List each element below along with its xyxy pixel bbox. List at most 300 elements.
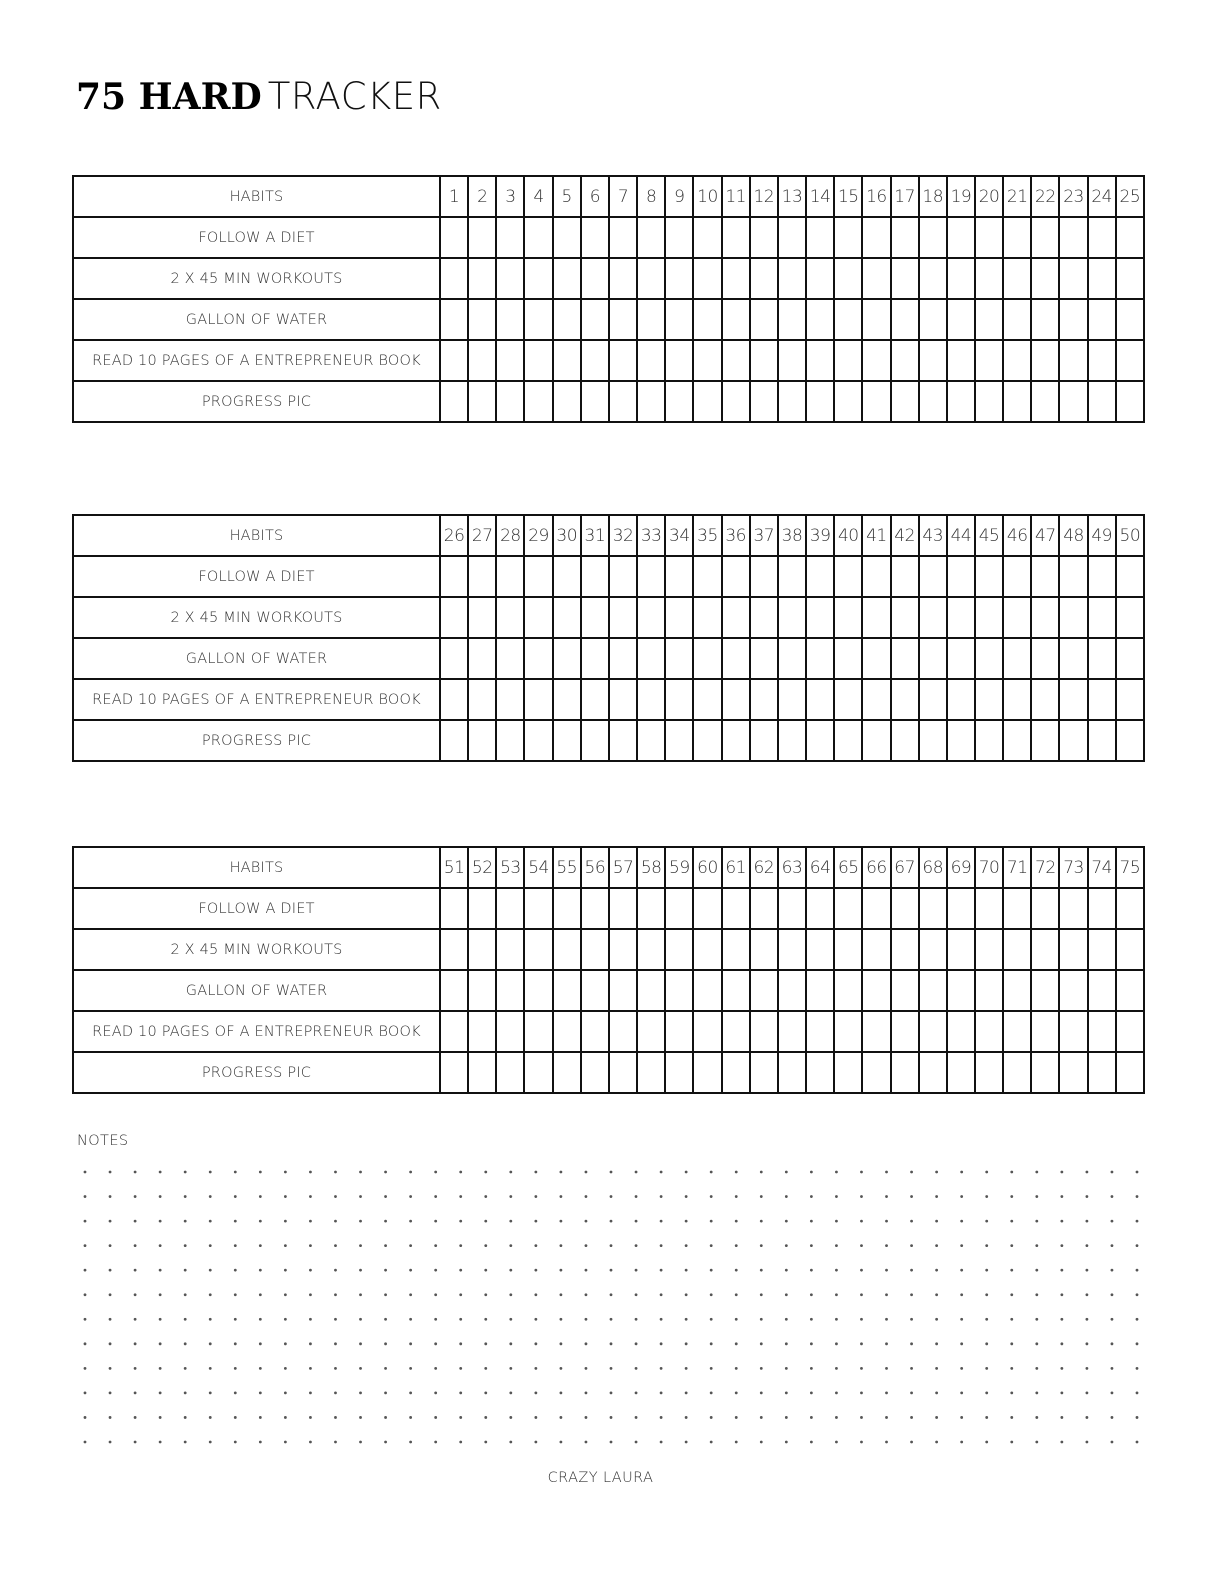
habit-checkbox-cell[interactable] (975, 638, 1003, 679)
habit-checkbox-cell[interactable] (637, 929, 665, 970)
habit-checkbox-cell[interactable] (1116, 556, 1144, 597)
habit-checkbox-cell[interactable] (553, 340, 581, 381)
habit-checkbox-cell[interactable] (693, 381, 721, 422)
habit-checkbox-cell[interactable] (1031, 679, 1059, 720)
habit-checkbox-cell[interactable] (891, 1011, 919, 1052)
habit-checkbox-cell[interactable] (919, 638, 947, 679)
habit-checkbox-cell[interactable] (834, 1052, 862, 1093)
habit-checkbox-cell[interactable] (693, 1011, 721, 1052)
habit-checkbox-cell[interactable] (947, 929, 975, 970)
habit-checkbox-cell[interactable] (609, 340, 637, 381)
habit-checkbox-cell[interactable] (1116, 381, 1144, 422)
habit-checkbox-cell[interactable] (806, 888, 834, 929)
habit-checkbox-cell[interactable] (581, 888, 609, 929)
habit-checkbox-cell[interactable] (750, 1052, 778, 1093)
habit-checkbox-cell[interactable] (891, 597, 919, 638)
habit-checkbox-cell[interactable] (947, 679, 975, 720)
habit-checkbox-cell[interactable] (834, 1011, 862, 1052)
habit-checkbox-cell[interactable] (496, 340, 524, 381)
habit-checkbox-cell[interactable] (496, 888, 524, 929)
habit-checkbox-cell[interactable] (1003, 929, 1031, 970)
habit-checkbox-cell[interactable] (947, 299, 975, 340)
habit-checkbox-cell[interactable] (440, 888, 468, 929)
habit-checkbox-cell[interactable] (524, 970, 552, 1011)
habit-checkbox-cell[interactable] (1059, 299, 1087, 340)
habit-checkbox-cell[interactable] (862, 679, 890, 720)
habit-checkbox-cell[interactable] (947, 258, 975, 299)
habit-checkbox-cell[interactable] (665, 597, 693, 638)
habit-checkbox-cell[interactable] (609, 556, 637, 597)
habit-checkbox-cell[interactable] (806, 299, 834, 340)
habit-checkbox-cell[interactable] (806, 929, 834, 970)
habit-checkbox-cell[interactable] (891, 679, 919, 720)
habit-checkbox-cell[interactable] (665, 1052, 693, 1093)
habit-checkbox-cell[interactable] (524, 679, 552, 720)
habit-checkbox-cell[interactable] (975, 556, 1003, 597)
habit-checkbox-cell[interactable] (1116, 679, 1144, 720)
habit-checkbox-cell[interactable] (1088, 1011, 1116, 1052)
habit-checkbox-cell[interactable] (1031, 888, 1059, 929)
habit-checkbox-cell[interactable] (524, 340, 552, 381)
habit-checkbox-cell[interactable] (975, 1052, 1003, 1093)
habit-checkbox-cell[interactable] (919, 258, 947, 299)
habit-checkbox-cell[interactable] (1059, 929, 1087, 970)
habit-checkbox-cell[interactable] (496, 258, 524, 299)
habit-checkbox-cell[interactable] (524, 720, 552, 761)
habit-checkbox-cell[interactable] (1059, 258, 1087, 299)
habit-checkbox-cell[interactable] (1003, 299, 1031, 340)
habit-checkbox-cell[interactable] (665, 381, 693, 422)
habit-checkbox-cell[interactable] (1031, 1052, 1059, 1093)
habit-checkbox-cell[interactable] (806, 340, 834, 381)
habit-checkbox-cell[interactable] (750, 299, 778, 340)
habit-checkbox-cell[interactable] (1003, 597, 1031, 638)
habit-checkbox-cell[interactable] (975, 258, 1003, 299)
habit-checkbox-cell[interactable] (862, 970, 890, 1011)
habit-checkbox-cell[interactable] (637, 258, 665, 299)
habit-checkbox-cell[interactable] (947, 556, 975, 597)
habit-checkbox-cell[interactable] (496, 679, 524, 720)
habit-checkbox-cell[interactable] (750, 1011, 778, 1052)
habit-checkbox-cell[interactable] (553, 929, 581, 970)
habit-checkbox-cell[interactable] (947, 340, 975, 381)
habit-checkbox-cell[interactable] (891, 217, 919, 258)
habit-checkbox-cell[interactable] (722, 217, 750, 258)
habit-checkbox-cell[interactable] (1059, 340, 1087, 381)
habit-checkbox-cell[interactable] (440, 970, 468, 1011)
habit-checkbox-cell[interactable] (440, 720, 468, 761)
habit-checkbox-cell[interactable] (581, 679, 609, 720)
notes-dot-grid[interactable] (78, 1162, 1144, 1452)
habit-checkbox-cell[interactable] (440, 340, 468, 381)
habit-checkbox-cell[interactable] (1031, 638, 1059, 679)
habit-checkbox-cell[interactable] (778, 720, 806, 761)
habit-checkbox-cell[interactable] (806, 679, 834, 720)
habit-checkbox-cell[interactable] (468, 970, 496, 1011)
habit-checkbox-cell[interactable] (553, 258, 581, 299)
habit-checkbox-cell[interactable] (891, 1052, 919, 1093)
habit-checkbox-cell[interactable] (722, 556, 750, 597)
habit-checkbox-cell[interactable] (665, 299, 693, 340)
habit-checkbox-cell[interactable] (553, 1011, 581, 1052)
habit-checkbox-cell[interactable] (637, 597, 665, 638)
habit-checkbox-cell[interactable] (919, 679, 947, 720)
habit-checkbox-cell[interactable] (693, 597, 721, 638)
habit-checkbox-cell[interactable] (891, 258, 919, 299)
habit-checkbox-cell[interactable] (722, 381, 750, 422)
habit-checkbox-cell[interactable] (834, 340, 862, 381)
habit-checkbox-cell[interactable] (693, 720, 721, 761)
habit-checkbox-cell[interactable] (609, 888, 637, 929)
habit-checkbox-cell[interactable] (891, 299, 919, 340)
habit-checkbox-cell[interactable] (862, 929, 890, 970)
habit-checkbox-cell[interactable] (862, 299, 890, 340)
habit-checkbox-cell[interactable] (1031, 720, 1059, 761)
habit-checkbox-cell[interactable] (693, 929, 721, 970)
habit-checkbox-cell[interactable] (806, 1011, 834, 1052)
habit-checkbox-cell[interactable] (975, 1011, 1003, 1052)
habit-checkbox-cell[interactable] (778, 258, 806, 299)
habit-checkbox-cell[interactable] (975, 381, 1003, 422)
habit-checkbox-cell[interactable] (1116, 258, 1144, 299)
habit-checkbox-cell[interactable] (722, 597, 750, 638)
habit-checkbox-cell[interactable] (919, 217, 947, 258)
habit-checkbox-cell[interactable] (1059, 1052, 1087, 1093)
habit-checkbox-cell[interactable] (524, 299, 552, 340)
habit-checkbox-cell[interactable] (637, 217, 665, 258)
habit-checkbox-cell[interactable] (919, 970, 947, 1011)
habit-checkbox-cell[interactable] (1003, 340, 1031, 381)
habit-checkbox-cell[interactable] (862, 638, 890, 679)
habit-checkbox-cell[interactable] (468, 217, 496, 258)
habit-checkbox-cell[interactable] (778, 1011, 806, 1052)
habit-checkbox-cell[interactable] (693, 970, 721, 1011)
habit-checkbox-cell[interactable] (806, 258, 834, 299)
habit-checkbox-cell[interactable] (1031, 929, 1059, 970)
habit-checkbox-cell[interactable] (806, 720, 834, 761)
habit-checkbox-cell[interactable] (637, 638, 665, 679)
habit-checkbox-cell[interactable] (524, 1052, 552, 1093)
habit-checkbox-cell[interactable] (1003, 679, 1031, 720)
habit-checkbox-cell[interactable] (693, 217, 721, 258)
habit-checkbox-cell[interactable] (468, 1052, 496, 1093)
habit-checkbox-cell[interactable] (440, 1011, 468, 1052)
habit-checkbox-cell[interactable] (975, 597, 1003, 638)
habit-checkbox-cell[interactable] (553, 299, 581, 340)
habit-checkbox-cell[interactable] (609, 679, 637, 720)
habit-checkbox-cell[interactable] (1088, 556, 1116, 597)
habit-checkbox-cell[interactable] (665, 679, 693, 720)
habit-checkbox-cell[interactable] (778, 679, 806, 720)
habit-checkbox-cell[interactable] (778, 888, 806, 929)
habit-checkbox-cell[interactable] (665, 929, 693, 970)
habit-checkbox-cell[interactable] (919, 299, 947, 340)
habit-checkbox-cell[interactable] (553, 1052, 581, 1093)
habit-checkbox-cell[interactable] (975, 929, 1003, 970)
habit-checkbox-cell[interactable] (440, 1052, 468, 1093)
habit-checkbox-cell[interactable] (581, 299, 609, 340)
habit-checkbox-cell[interactable] (524, 638, 552, 679)
habit-checkbox-cell[interactable] (1003, 258, 1031, 299)
habit-checkbox-cell[interactable] (891, 929, 919, 970)
habit-checkbox-cell[interactable] (553, 720, 581, 761)
habit-checkbox-cell[interactable] (806, 597, 834, 638)
habit-checkbox-cell[interactable] (581, 638, 609, 679)
habit-checkbox-cell[interactable] (693, 299, 721, 340)
habit-checkbox-cell[interactable] (1088, 217, 1116, 258)
habit-checkbox-cell[interactable] (919, 556, 947, 597)
habit-checkbox-cell[interactable] (1059, 1011, 1087, 1052)
habit-checkbox-cell[interactable] (609, 597, 637, 638)
habit-checkbox-cell[interactable] (1116, 638, 1144, 679)
habit-checkbox-cell[interactable] (750, 217, 778, 258)
habit-checkbox-cell[interactable] (778, 381, 806, 422)
habit-checkbox-cell[interactable] (975, 720, 1003, 761)
habit-checkbox-cell[interactable] (862, 888, 890, 929)
habit-checkbox-cell[interactable] (1088, 340, 1116, 381)
habit-checkbox-cell[interactable] (524, 929, 552, 970)
habit-checkbox-cell[interactable] (496, 929, 524, 970)
habit-checkbox-cell[interactable] (1116, 1052, 1144, 1093)
habit-checkbox-cell[interactable] (1116, 217, 1144, 258)
habit-checkbox-cell[interactable] (1088, 381, 1116, 422)
habit-checkbox-cell[interactable] (609, 638, 637, 679)
habit-checkbox-cell[interactable] (834, 299, 862, 340)
habit-checkbox-cell[interactable] (862, 1011, 890, 1052)
habit-checkbox-cell[interactable] (609, 720, 637, 761)
habit-checkbox-cell[interactable] (553, 679, 581, 720)
habit-checkbox-cell[interactable] (1088, 720, 1116, 761)
habit-checkbox-cell[interactable] (496, 720, 524, 761)
habit-checkbox-cell[interactable] (919, 381, 947, 422)
habit-checkbox-cell[interactable] (975, 217, 1003, 258)
habit-checkbox-cell[interactable] (637, 970, 665, 1011)
habit-checkbox-cell[interactable] (919, 1011, 947, 1052)
habit-checkbox-cell[interactable] (722, 1052, 750, 1093)
habit-checkbox-cell[interactable] (1003, 381, 1031, 422)
habit-checkbox-cell[interactable] (468, 888, 496, 929)
habit-checkbox-cell[interactable] (665, 1011, 693, 1052)
habit-checkbox-cell[interactable] (722, 720, 750, 761)
habit-checkbox-cell[interactable] (722, 679, 750, 720)
habit-checkbox-cell[interactable] (778, 638, 806, 679)
habit-checkbox-cell[interactable] (665, 638, 693, 679)
habit-checkbox-cell[interactable] (862, 556, 890, 597)
habit-checkbox-cell[interactable] (722, 888, 750, 929)
habit-checkbox-cell[interactable] (440, 679, 468, 720)
habit-checkbox-cell[interactable] (1116, 970, 1144, 1011)
habit-checkbox-cell[interactable] (891, 970, 919, 1011)
habit-checkbox-cell[interactable] (919, 929, 947, 970)
habit-checkbox-cell[interactable] (891, 340, 919, 381)
habit-checkbox-cell[interactable] (1116, 720, 1144, 761)
habit-checkbox-cell[interactable] (637, 720, 665, 761)
habit-checkbox-cell[interactable] (693, 1052, 721, 1093)
habit-checkbox-cell[interactable] (468, 381, 496, 422)
habit-checkbox-cell[interactable] (665, 888, 693, 929)
habit-checkbox-cell[interactable] (1088, 1052, 1116, 1093)
habit-checkbox-cell[interactable] (1088, 970, 1116, 1011)
habit-checkbox-cell[interactable] (609, 258, 637, 299)
habit-checkbox-cell[interactable] (581, 929, 609, 970)
habit-checkbox-cell[interactable] (609, 1011, 637, 1052)
habit-checkbox-cell[interactable] (496, 299, 524, 340)
habit-checkbox-cell[interactable] (919, 1052, 947, 1093)
habit-checkbox-cell[interactable] (609, 299, 637, 340)
habit-checkbox-cell[interactable] (665, 556, 693, 597)
habit-checkbox-cell[interactable] (637, 381, 665, 422)
habit-checkbox-cell[interactable] (722, 1011, 750, 1052)
habit-checkbox-cell[interactable] (947, 217, 975, 258)
habit-checkbox-cell[interactable] (468, 720, 496, 761)
habit-checkbox-cell[interactable] (1059, 381, 1087, 422)
habit-checkbox-cell[interactable] (975, 299, 1003, 340)
habit-checkbox-cell[interactable] (581, 597, 609, 638)
habit-checkbox-cell[interactable] (468, 556, 496, 597)
habit-checkbox-cell[interactable] (975, 888, 1003, 929)
habit-checkbox-cell[interactable] (834, 597, 862, 638)
habit-checkbox-cell[interactable] (862, 1052, 890, 1093)
habit-checkbox-cell[interactable] (637, 1011, 665, 1052)
habit-checkbox-cell[interactable] (1116, 299, 1144, 340)
habit-checkbox-cell[interactable] (1088, 597, 1116, 638)
habit-checkbox-cell[interactable] (1116, 340, 1144, 381)
habit-checkbox-cell[interactable] (1031, 381, 1059, 422)
habit-checkbox-cell[interactable] (1059, 597, 1087, 638)
habit-checkbox-cell[interactable] (609, 1052, 637, 1093)
habit-checkbox-cell[interactable] (1003, 970, 1031, 1011)
habit-checkbox-cell[interactable] (1031, 217, 1059, 258)
habit-checkbox-cell[interactable] (1003, 888, 1031, 929)
habit-checkbox-cell[interactable] (637, 888, 665, 929)
habit-checkbox-cell[interactable] (1088, 258, 1116, 299)
habit-checkbox-cell[interactable] (440, 556, 468, 597)
habit-checkbox-cell[interactable] (1003, 1052, 1031, 1093)
habit-checkbox-cell[interactable] (834, 720, 862, 761)
habit-checkbox-cell[interactable] (750, 929, 778, 970)
habit-checkbox-cell[interactable] (581, 1052, 609, 1093)
habit-checkbox-cell[interactable] (693, 638, 721, 679)
habit-checkbox-cell[interactable] (722, 340, 750, 381)
habit-checkbox-cell[interactable] (693, 888, 721, 929)
habit-checkbox-cell[interactable] (778, 556, 806, 597)
habit-checkbox-cell[interactable] (947, 1052, 975, 1093)
habit-checkbox-cell[interactable] (834, 638, 862, 679)
habit-checkbox-cell[interactable] (637, 340, 665, 381)
habit-checkbox-cell[interactable] (806, 381, 834, 422)
habit-checkbox-cell[interactable] (1088, 888, 1116, 929)
habit-checkbox-cell[interactable] (834, 381, 862, 422)
habit-checkbox-cell[interactable] (581, 556, 609, 597)
habit-checkbox-cell[interactable] (468, 679, 496, 720)
habit-checkbox-cell[interactable] (778, 299, 806, 340)
habit-checkbox-cell[interactable] (806, 638, 834, 679)
habit-checkbox-cell[interactable] (1003, 217, 1031, 258)
habit-checkbox-cell[interactable] (891, 638, 919, 679)
habit-checkbox-cell[interactable] (834, 970, 862, 1011)
habit-checkbox-cell[interactable] (468, 638, 496, 679)
habit-checkbox-cell[interactable] (862, 720, 890, 761)
habit-checkbox-cell[interactable] (609, 217, 637, 258)
habit-checkbox-cell[interactable] (947, 970, 975, 1011)
habit-checkbox-cell[interactable] (637, 299, 665, 340)
habit-checkbox-cell[interactable] (496, 1052, 524, 1093)
habit-checkbox-cell[interactable] (834, 679, 862, 720)
habit-checkbox-cell[interactable] (750, 258, 778, 299)
habit-checkbox-cell[interactable] (496, 556, 524, 597)
habit-checkbox-cell[interactable] (1003, 720, 1031, 761)
habit-checkbox-cell[interactable] (524, 597, 552, 638)
habit-checkbox-cell[interactable] (553, 556, 581, 597)
habit-checkbox-cell[interactable] (834, 929, 862, 970)
habit-checkbox-cell[interactable] (637, 556, 665, 597)
habit-checkbox-cell[interactable] (1003, 556, 1031, 597)
habit-checkbox-cell[interactable] (919, 888, 947, 929)
habit-checkbox-cell[interactable] (524, 217, 552, 258)
habit-checkbox-cell[interactable] (947, 720, 975, 761)
habit-checkbox-cell[interactable] (947, 1011, 975, 1052)
habit-checkbox-cell[interactable] (834, 258, 862, 299)
habit-checkbox-cell[interactable] (891, 888, 919, 929)
habit-checkbox-cell[interactable] (919, 340, 947, 381)
habit-checkbox-cell[interactable] (947, 381, 975, 422)
habit-checkbox-cell[interactable] (553, 888, 581, 929)
habit-checkbox-cell[interactable] (440, 597, 468, 638)
habit-checkbox-cell[interactable] (1031, 556, 1059, 597)
habit-checkbox-cell[interactable] (496, 381, 524, 422)
habit-checkbox-cell[interactable] (750, 679, 778, 720)
habit-checkbox-cell[interactable] (440, 929, 468, 970)
habit-checkbox-cell[interactable] (862, 217, 890, 258)
habit-checkbox-cell[interactable] (778, 597, 806, 638)
habit-checkbox-cell[interactable] (1031, 597, 1059, 638)
habit-checkbox-cell[interactable] (947, 888, 975, 929)
habit-checkbox-cell[interactable] (1059, 217, 1087, 258)
habit-checkbox-cell[interactable] (750, 970, 778, 1011)
habit-checkbox-cell[interactable] (806, 1052, 834, 1093)
habit-checkbox-cell[interactable] (750, 556, 778, 597)
habit-checkbox-cell[interactable] (665, 970, 693, 1011)
habit-checkbox-cell[interactable] (750, 720, 778, 761)
habit-checkbox-cell[interactable] (440, 299, 468, 340)
habit-checkbox-cell[interactable] (750, 638, 778, 679)
habit-checkbox-cell[interactable] (468, 258, 496, 299)
habit-checkbox-cell[interactable] (975, 679, 1003, 720)
habit-checkbox-cell[interactable] (524, 556, 552, 597)
habit-checkbox-cell[interactable] (1031, 970, 1059, 1011)
habit-checkbox-cell[interactable] (975, 970, 1003, 1011)
habit-checkbox-cell[interactable] (665, 720, 693, 761)
habit-checkbox-cell[interactable] (665, 258, 693, 299)
habit-checkbox-cell[interactable] (722, 929, 750, 970)
habit-checkbox-cell[interactable] (1059, 970, 1087, 1011)
habit-checkbox-cell[interactable] (468, 299, 496, 340)
habit-checkbox-cell[interactable] (553, 217, 581, 258)
habit-checkbox-cell[interactable] (693, 556, 721, 597)
habit-checkbox-cell[interactable] (524, 258, 552, 299)
habit-checkbox-cell[interactable] (891, 556, 919, 597)
habit-checkbox-cell[interactable] (834, 556, 862, 597)
habit-checkbox-cell[interactable] (553, 638, 581, 679)
habit-checkbox-cell[interactable] (581, 720, 609, 761)
habit-checkbox-cell[interactable] (581, 381, 609, 422)
habit-checkbox-cell[interactable] (722, 638, 750, 679)
habit-checkbox-cell[interactable] (496, 597, 524, 638)
habit-checkbox-cell[interactable] (1088, 929, 1116, 970)
habit-checkbox-cell[interactable] (440, 638, 468, 679)
habit-checkbox-cell[interactable] (1059, 556, 1087, 597)
habit-checkbox-cell[interactable] (581, 1011, 609, 1052)
